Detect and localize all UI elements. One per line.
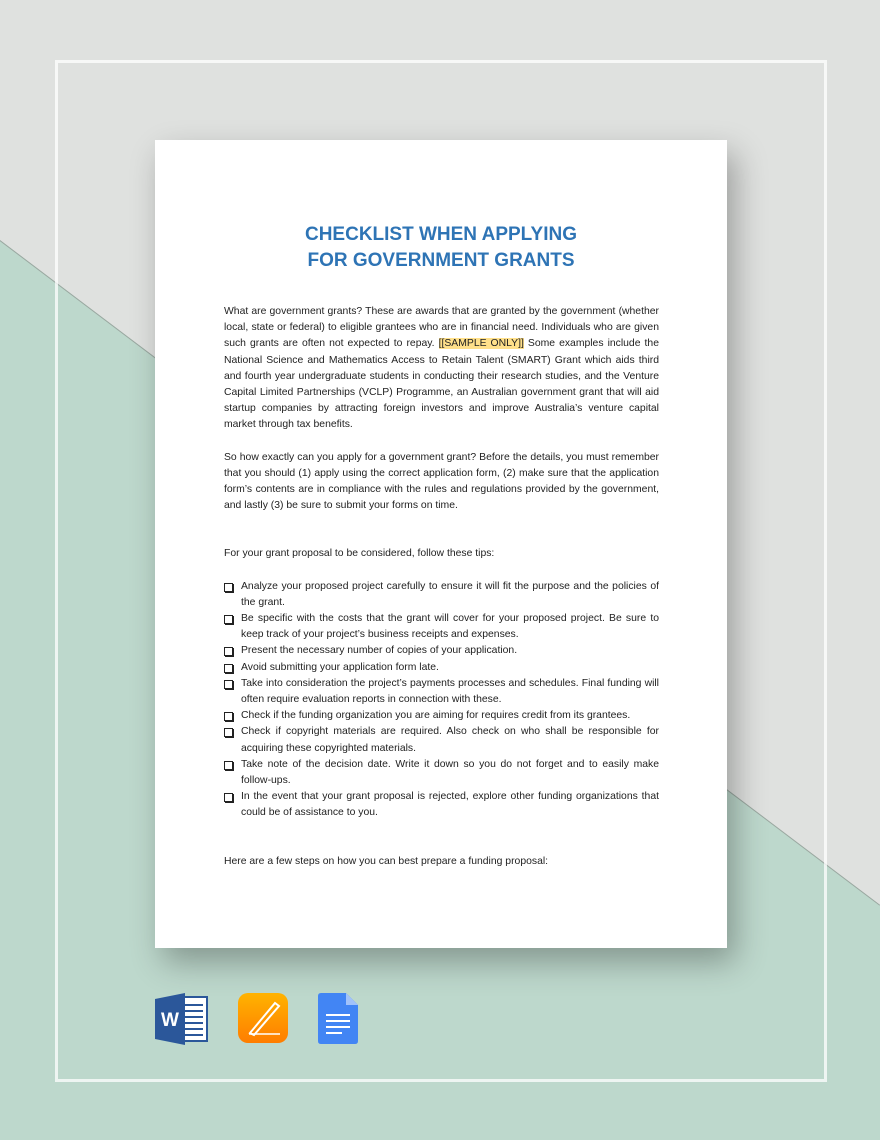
checklist xyxy=(224,579,659,822)
paragraph-tips-intro: For your grant proposal to be considered, follow these tips: xyxy=(224,548,495,560)
checkbox-icon xyxy=(224,615,233,624)
checklist-item-text: Check if the funding organization you are aiming for requires credit from its grantees. xyxy=(241,710,631,722)
paragraph-intro xyxy=(224,304,659,434)
checkbox-icon xyxy=(224,761,233,770)
checklist-item xyxy=(224,660,659,676)
checkbox-icon xyxy=(224,728,233,737)
checklist-item xyxy=(224,643,659,659)
checklist-item xyxy=(224,708,659,724)
checklist-item-text: Take into consideration the project’s payments processes and schedules. Final funding will often require evaluation reports in connection with these. xyxy=(241,677,659,706)
checklist-item-text: Present the necessary number of copies of your application. xyxy=(241,645,518,657)
svg-text:W: W xyxy=(161,1010,179,1031)
checkbox-icon xyxy=(224,712,233,721)
checkbox-icon xyxy=(224,647,233,656)
sample-only-highlight: [[SAMPLE ONLY]] xyxy=(438,338,524,350)
text: What are government grants? These are awards that are granted by the government (whether local, state or federal) to eligible grantees who are in financial need. Individuals who are given such grants are often not expected to repay. xyxy=(224,306,659,350)
title-line-2: FOR GOVERNMENT GRANTS xyxy=(307,250,575,271)
checkbox-icon xyxy=(224,680,233,689)
checklist-item xyxy=(224,757,659,789)
checklist-item-text: In the event that your grant proposal is rejected, explore other funding organizations that could be of assistance to you. xyxy=(241,791,659,819)
checkbox-icon xyxy=(224,793,233,802)
text: Some examples include the National Science and Mathematics Access to Retain Talent (SMART) Grant which aids third and fourth year undergraduate students in conducting their research studies, and the Venture Capital Limited Partnerships (VCLP) Programme, an Australian government grant that will aid startup companies by attracting foreign investors and improve Australia’s venture capital market through tax benefits. xyxy=(224,338,659,431)
title-line-1: CHECKLIST WHEN APPLYING xyxy=(304,224,577,245)
checklist-item-text: Avoid submitting your application form late. xyxy=(241,661,439,673)
checklist-item xyxy=(224,579,659,611)
checklist-item xyxy=(224,611,659,643)
checklist-item-text: Be specific with the costs that the grant will cover for your proposed project. Be sure to keep track of your project’s business receipts and expenses. xyxy=(241,613,659,641)
paragraph-steps-intro: Here are a few steps on how you can best prepare a funding proposal: xyxy=(224,855,549,867)
google-docs-icon[interactable] xyxy=(318,993,360,1045)
pages-icon[interactable] xyxy=(238,993,290,1045)
checklist-item-text: Check if copyright materials are required. Also check on who shall be responsible for acquiring these copyrighted materials. xyxy=(241,726,659,754)
document-body xyxy=(224,304,659,870)
checkbox-icon xyxy=(224,664,233,673)
paragraph-how-to-apply: So how exactly can you apply for a government grant? Before the details, you must remember that you should (1) apply using the correct application form, (2) make sure that the application form’s contents are in compliance with the rules and regulations provided by the government, and lastly (3) be sure to submit your forms on time. xyxy=(224,451,659,512)
document-preview xyxy=(155,140,727,948)
checkbox-icon xyxy=(224,583,233,592)
checklist-item xyxy=(224,724,659,756)
word-icon[interactable] xyxy=(155,993,209,1045)
checklist-item-text: Take note of the decision date. Write it down so you do not forget and to easily make follow-ups. xyxy=(241,758,659,787)
checklist-item xyxy=(224,789,659,821)
checklist-item-text: Analyze your proposed project carefully to ensure it will fit the purpose and the policies of the grant. xyxy=(241,580,659,608)
document-title xyxy=(155,222,727,274)
checklist-item xyxy=(224,676,659,708)
